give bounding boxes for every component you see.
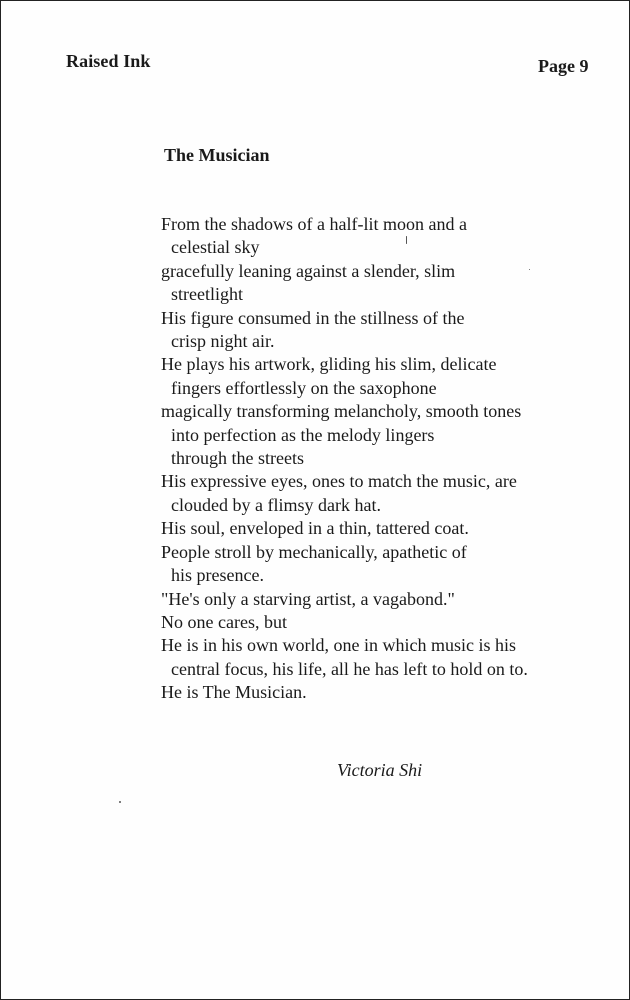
poem-line: His figure consumed in the stillness of the bbox=[161, 307, 465, 328]
poem-line: People stroll by mechanically, apathetic of bbox=[161, 541, 467, 562]
scan-speck bbox=[406, 236, 407, 244]
poem-line: gracefully leaning against a slender, slim bbox=[161, 260, 456, 281]
publication-name: Raised Ink bbox=[66, 51, 151, 71]
poem-line: central focus, his life, all he has left to hold on to. bbox=[171, 658, 528, 679]
poem-line: his presence. bbox=[171, 565, 264, 586]
poem-line: His soul, enveloped in a thin, tattered coat. bbox=[161, 518, 469, 539]
poem-line: fingers effortlessly on the saxophone bbox=[171, 377, 437, 398]
scan-speck bbox=[529, 269, 530, 270]
poem-line: His expressive eyes, ones to match the music, are bbox=[161, 471, 517, 492]
poem-line: streetlight bbox=[171, 284, 243, 305]
poem-line: No one cares, but bbox=[161, 611, 287, 632]
poem-line: From the shadows of a half-lit moon and a bbox=[161, 214, 467, 234]
poem-line: "He's only a starving artist, a vagabond." bbox=[161, 588, 455, 609]
scan-speck bbox=[119, 801, 121, 803]
poem-line: into perfection as the melody lingers bbox=[171, 424, 435, 445]
poem-author: Victoria Shi bbox=[337, 760, 423, 780]
poem-line: celestial sky bbox=[171, 237, 260, 258]
poem-line: through the streets bbox=[171, 448, 304, 469]
poem-line: He is in his own world, one in which music is his bbox=[161, 635, 516, 656]
poem-title: The Musician bbox=[164, 145, 270, 165]
poem-line: He is The Musician. bbox=[161, 682, 307, 703]
poem-line: clouded by a flimsy dark hat. bbox=[171, 494, 381, 515]
page-number: Page 9 bbox=[538, 56, 589, 76]
poem-line: crisp night air. bbox=[171, 331, 275, 352]
poem-line: He plays his artwork, gliding his slim, delicate bbox=[161, 354, 497, 375]
poem-line: magically transforming melancholy, smooth tones bbox=[161, 401, 522, 422]
poem-body bbox=[161, 213, 601, 705]
